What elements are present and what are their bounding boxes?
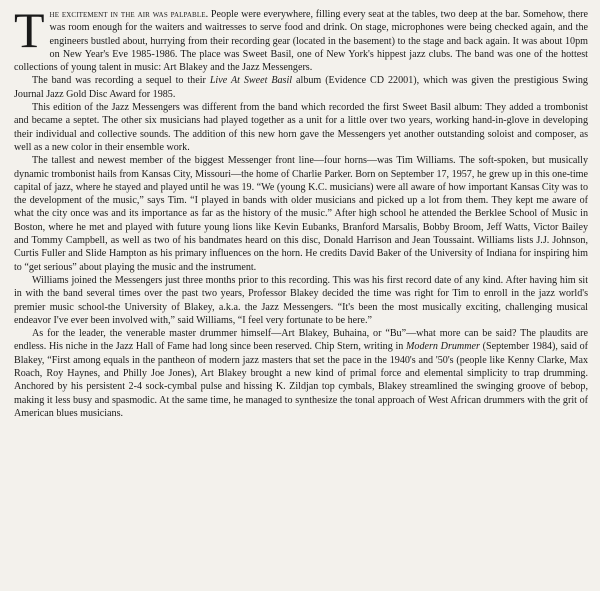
paragraph-1-text: People were everywhere, filling every seat at the tables, two deep at the bar. Somehow, there was room enough for the waiters and waitresses to serve food and drink. On stage, microphones were being checked again, and the engineers bustled about, hurrying from their recording gear (located in the basement) to the stage and back again. It was about 10pm on New Year's Eve 1985-1986. The place was Sweet Basil, one of New York's hippest jazz clubs. The band was one of the hottest collections of young talent in music: Art Blakey and the Jazz Messengers.	[14, 9, 588, 74]
album-title: Live At Sweet Basil	[209, 75, 293, 87]
paragraph-6-before: As for the leader, the venerable master drummer himself—Art Blakey, Buhaina, or “Bu”—what more can be said? The plaudits are endless. His niche in the Jazz Hall of Fame had long since been reserved. Chip Stern, writing in	[14, 328, 588, 353]
lead-in-smallcaps: he excitement in the air was palpable.	[49, 9, 209, 20]
paragraph-1	[14, 2, 588, 74]
paragraph-6-after: (September 1984), said of Blakey, “First among equals in the pantheon of modern jazz masters that set the pace in the 1940's and '50's (people like Kenny Clarke, Max Roach, Roy Haynes, and Philly Joe Jones), Art Blakey brought a new kind of primal force and elemental simplicity to trap drumming. Anchored by his persistent 2-4 sock-cymbal pulse and hissing K. Zildjan top cymbals, Blakey streamlined the swinging groove of bebop, making it less busy and spasmodic. At the same time, he managed to synthesize the tonal approach of West African drummers with the grit of American blues musicians.	[14, 341, 588, 419]
paragraph-5: Williams joined the Messengers just three months prior to this recording. This was his first record date of any kind. After having him sit in with the band several times over the past two years, Professor Blakey decided the time was right for Tim to enroll in the jazz world's premier music school-the University of Blakey, a.k.a. the Jazz Messengers. “It's been the most musically exciting, challenging musical endeavor I've ever been involved with,” said Williams, “I feel very fortunate to be here.”	[14, 274, 588, 326]
drop-cap: T	[14, 2, 45, 58]
magazine-title: Modern Drummer	[406, 341, 480, 353]
paragraph-2-after: album (Evidence CD 22001), which was given the prestigious Swing Journal Jazz Gold Disc Award for 1985.	[14, 75, 588, 100]
liner-notes-body	[14, 2, 588, 420]
paragraph-2-before: The band was recording a sequel to their	[32, 75, 210, 87]
paragraph-2	[14, 74, 588, 101]
paragraph-4: The tallest and newest member of the biggest Messenger front line—four horns—was Tim Williams. The soft-spoken, but musically dynamic trombonist hails from Kansas City, Missouri—the home of Charlie Parker. Born on September 17, 1957, he grew up in this one-time capital of jazz, where he stayed and played until he was 19. “We (young K.C. musicians) were all aware of how important Kansas City was to the development of the music,” says Tim. “I played in bands with older musicians and picked up a lot from them. They kept me aware of what the city once was and its importance as far as the history of the music.” After high school he attended the Berklee School of Music in Boston, where he met and played with future young lions like Kevin Eubanks, Branford Marsalis, Bobby Broom, Jeff Watts, Victor Bailey and Tommy Campbell, as well as two of his bandmates heard on this disc, Donald Harrison and Jean Toussaint. Williams lists J.J. Johnson, Curtis Fuller and Slide Hampton as his primary influences on the horn. He credits David Baker of the University of Indiana for inspiring him to “get serious” about playing the music and the instrument.	[14, 155, 588, 273]
paragraph-6	[14, 327, 588, 420]
paragraph-3: This edition of the Jazz Messengers was different from the band which recorded the first Sweet Basil album: They added a trombonist and became a septet. The other six musicians had played together as a unit for a little over two years, working hand-in-glove in developing their individual and collective sounds. The addition of this new horn gave the Messengers yet another outstanding soloist and composer, as well as a new color in their ensemble work.	[14, 102, 588, 153]
